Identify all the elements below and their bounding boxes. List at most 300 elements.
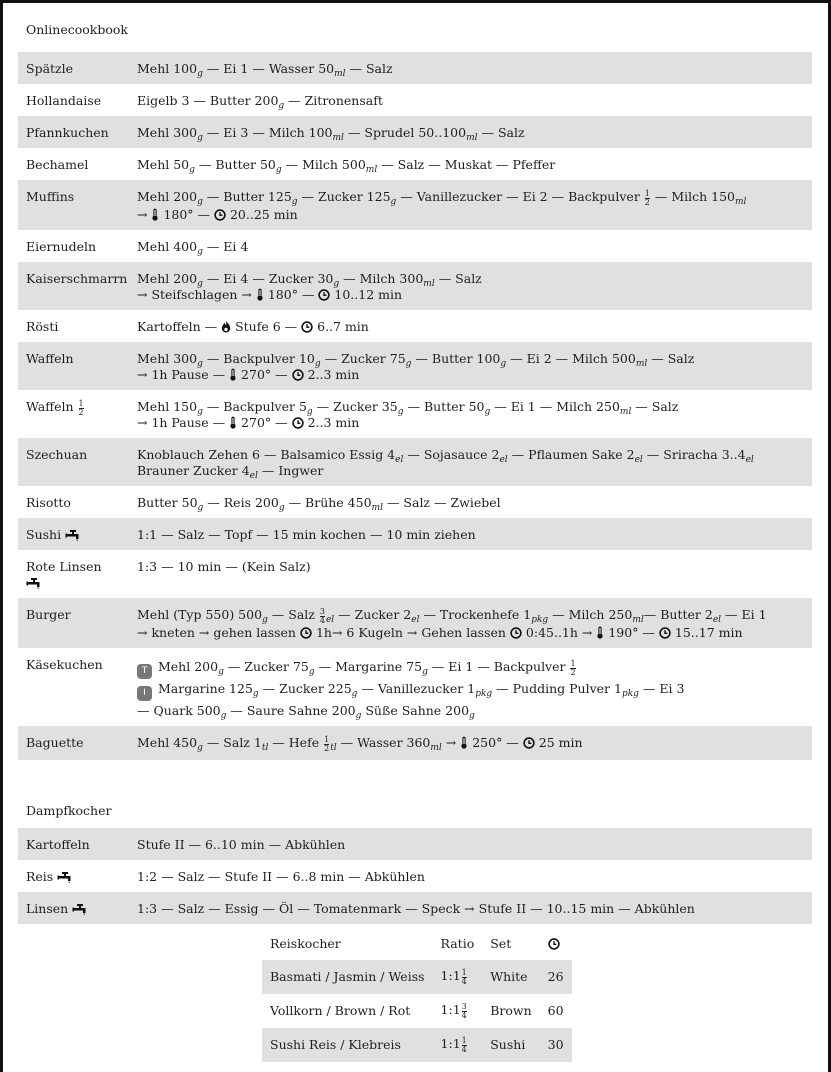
text: Steifschlagen: [151, 287, 238, 302]
fraction-denominator: 4: [461, 1045, 467, 1054]
recipe-name-label: Waffeln: [26, 399, 74, 414]
steps-line: → kneten → gehen lassen 1h→ 6 Kugeln → Gehen lassen 0:45..1h → 190° — 15..17 min: [137, 625, 743, 640]
ingredients-line: Eigelb 3 — Butter $200_g$ — Zitronensaft: [137, 93, 383, 111]
unit: el: [499, 455, 508, 465]
recipe-row: [18, 262, 812, 310]
unit: g: [197, 503, 204, 513]
recipe-name-label: Pfannkuchen: [26, 125, 109, 140]
recipe-name: [18, 828, 129, 860]
ingredient: Pfeffer: [512, 157, 556, 172]
ingredient: Ei 1: [510, 399, 536, 414]
recipe-name: [18, 892, 129, 924]
recipe-row: [18, 230, 812, 262]
unit: g: [275, 165, 282, 175]
section-title-steamer: Dampfkocher: [26, 803, 112, 818]
ingredient: Topf: [224, 527, 253, 542]
ingredient: Mehl 400: [137, 239, 198, 254]
fraction-denominator: 2: [570, 668, 576, 677]
recipe-ingredients: Mehl $450_g$ — Salz $1_{tl}$ — Hefe $\frac{1}{2}$ $_{tl}$ — Wasser $360_{ml} \to 250^\circ$ — 25 min: [129, 726, 812, 760]
fraction-numerator: 1: [461, 1036, 467, 1045]
unit: ml: [466, 133, 478, 143]
unit: el: [411, 615, 420, 625]
text: Salz 1: [223, 735, 262, 750]
ingredient: Salz: [651, 399, 679, 414]
text: Hefe: [288, 735, 320, 750]
ingredient: Butter 50: [215, 157, 276, 172]
recipe-ingredients: [129, 52, 812, 84]
text: 1h Pause: [151, 415, 209, 430]
recipe-ingredients: [129, 438, 812, 486]
ingredient: Salz: [397, 157, 425, 172]
ingredients-line: 1:1 — Salz — Topf — 15 min kochen — 10 min ziehen: [137, 527, 476, 542]
unit: ml: [423, 279, 435, 289]
text: 30: [547, 1037, 564, 1052]
recipe-row: [18, 52, 812, 84]
text: 20..25 min: [229, 207, 298, 222]
steps-line: → 1h Pause — 270° — 2..3 min: [137, 367, 360, 382]
ingredient: Ei 2: [526, 351, 552, 366]
faucet-icon: [72, 903, 88, 915]
ingredient: Backpulver 5: [223, 399, 307, 414]
thermometer-icon: [229, 416, 237, 429]
rice-header-set: Set: [490, 936, 512, 951]
rice-row: [262, 960, 572, 994]
fraction-numerator: 3: [319, 607, 325, 616]
recipe-name: [18, 262, 129, 310]
clock-icon: [292, 417, 304, 429]
fraction: [462, 969, 467, 986]
recipe-name-label: Eiernudeln: [26, 239, 97, 254]
ingredients-line: Mehl $300_g$ — Backpulver $10_g$ — Zucker $75_g$ — Butter $100_g$ — Ei 2 — Milch $500_{ml}$ — Salz: [137, 351, 695, 369]
ingredient: Brauner Zucker 4: [137, 463, 250, 478]
text: Trockenhefe 1: [439, 607, 532, 622]
ingredient: Milch 250: [556, 399, 620, 414]
recipe-name: [18, 438, 129, 486]
ingredient: Zucker 30: [268, 271, 334, 286]
recipe-name-label: Kaiserschmarrn: [26, 271, 128, 286]
unit: el: [634, 455, 643, 465]
ingredients-line: Mehl (Typ 550) $500_g$ — Salz $\frac{3}{4}$ $_{el}$ — Zucker $2_{el}$ — Trockenhefe $1_{pkg}$ — Milch $250_{ml}—$ Butter $2_{el}$ — Ei 1: [137, 607, 767, 625]
ingredients-line: Mehl $50_g$ — Butter $50_g$ — Milch $500_{ml}$ — Salz — Muskat — Pfeffer: [137, 157, 556, 175]
recipe-ingredients: [129, 550, 812, 598]
ingredient: Eigelb 3: [137, 93, 190, 108]
text: 270°: [241, 367, 272, 382]
ingredient: Brühe 450: [305, 495, 372, 510]
clock-icon: [659, 627, 671, 639]
fraction-numerator: 1: [570, 659, 576, 668]
unit: g: [422, 667, 428, 677]
ingredient: Zwiebel: [450, 495, 501, 510]
ingredient: Salz: [497, 125, 525, 140]
unit: tl: [330, 743, 337, 753]
steamer-text: Stufe II — 6..10 min — Abkühlen: [137, 837, 346, 852]
ingredient: Vanillezucker: [416, 189, 503, 204]
text: kneten: [151, 625, 195, 640]
unit: g: [189, 165, 195, 175]
recipe-row: [18, 598, 812, 648]
recipe-row: [18, 518, 812, 550]
unit: g: [197, 743, 203, 753]
ingredients-line: Mehl $150_g$ — Backpulver $5_g$ — Zucker $35_g$ — Butter $50_g$ — Ei 1 — Milch $250_{ml}$ — Salz: [137, 399, 679, 417]
unit: g: [197, 69, 203, 79]
teig-badge: T: [137, 664, 152, 679]
teig-line: T Mehl $200_g$ — Zucker $75_g$ — Margarine $75_g$ — Ei 1 — Backpulver $\frac{1}{2}$: [137, 659, 804, 679]
ingredient: Mehl 300: [137, 351, 198, 366]
unit: g: [351, 689, 358, 699]
ingredient: Pudding Pulver 1: [512, 681, 622, 696]
ingredients-line: Mehl $400_g$ — Ei 4: [137, 239, 249, 257]
text: 1h Pause: [151, 367, 209, 382]
recipe-name-label: Baguette: [26, 735, 84, 750]
ingredient: Salz: [365, 61, 393, 76]
recipe-ingredients: [129, 486, 812, 518]
ingredient: Butter 125: [223, 189, 292, 204]
ingredient: Zucker 75: [244, 659, 309, 674]
unit: g: [397, 407, 404, 417]
thermometer-icon: [460, 736, 468, 749]
unit: tl: [261, 743, 269, 753]
ingredient: Backpulver: [568, 189, 640, 204]
ingredient: Butter 50: [423, 399, 485, 414]
unit: g: [333, 279, 340, 289]
recipe-ingredients: [129, 892, 812, 924]
thermometer-icon: [151, 208, 159, 221]
unit: el: [249, 471, 258, 481]
clock-icon: [214, 209, 226, 221]
unit: ml: [635, 359, 648, 369]
text: Vollkorn / Brown / Rot: [270, 1003, 411, 1018]
unit: g: [469, 711, 475, 721]
rice-time: [540, 1028, 572, 1062]
text: 180°: [267, 287, 298, 302]
fraction-numerator: 1: [461, 968, 467, 977]
text: Zucker 2: [354, 607, 412, 622]
unit: g: [500, 359, 507, 369]
rice-set: [482, 994, 539, 1028]
fraction-denominator: 2: [644, 198, 650, 207]
ingredient: Wasser 50: [268, 61, 335, 76]
ingredient: Mehl 200: [137, 189, 198, 204]
recipe-row: [18, 342, 812, 390]
unit: g: [308, 667, 315, 677]
recipe-ingredients: [129, 84, 812, 116]
text: Süße Sahne 200: [365, 703, 470, 718]
fraction-denominator: 4: [319, 616, 325, 625]
unit: g: [197, 197, 203, 207]
unit: g: [197, 359, 203, 369]
section-spacer: [18, 760, 812, 796]
recipe-name: [18, 148, 129, 180]
ingredient: Milch 500: [572, 351, 636, 366]
recipe-ingredients: [129, 390, 812, 438]
text: 2..3 min: [307, 367, 360, 382]
rice-cooker-table: [262, 928, 572, 1062]
text: Milch 250: [568, 607, 633, 622]
text: Sushi Reis / Klebreis: [270, 1037, 401, 1052]
unit: g: [220, 711, 227, 721]
ingredients-line: Butter $50_g$ — Reis $200_g$ — Brühe $450_{ml}$ — Salz — Zwiebel: [137, 495, 501, 513]
unit: pkg: [475, 689, 493, 699]
recipe-name: [18, 860, 129, 892]
ingredient: Mehl 300: [137, 125, 198, 140]
fraction: [320, 608, 325, 625]
recipe-name-label: Sushi: [26, 527, 62, 542]
recipe-row: [18, 550, 812, 598]
ingredient: Sriracha 3..4: [663, 447, 746, 462]
steamer-row: [18, 892, 812, 924]
recipe-name-label: Rösti: [26, 319, 59, 334]
fraction-denominator: 4: [461, 977, 467, 986]
unit: g: [218, 667, 224, 677]
recipe-name: [18, 598, 129, 648]
rice-time: [540, 960, 572, 994]
rice-name: [262, 994, 433, 1028]
recipe-name-label: Spätzle: [26, 61, 74, 76]
recipe-name: [18, 390, 129, 438]
faucet-icon: [57, 871, 73, 883]
steamer-name: Linsen: [26, 901, 69, 916]
ingredient: 10 min: [177, 559, 222, 574]
text: Basmati / Jasmin / Weiss: [270, 969, 425, 984]
unit: ml: [371, 503, 383, 513]
recipe-ingredients: [129, 828, 812, 860]
steps-line: → 1h Pause — 270° — 2..3 min: [137, 415, 360, 430]
recipe-row: [18, 726, 812, 760]
ingredient: Milch 150: [671, 189, 736, 204]
fuellung-badge: I: [137, 686, 152, 701]
ingredient: Ei 1: [448, 659, 474, 674]
ingredient: Milch 300: [359, 271, 424, 286]
steamer-row: [18, 828, 812, 860]
rice-name: [262, 960, 433, 994]
rice-header-row: [262, 928, 572, 960]
clock-icon: [292, 369, 304, 381]
recipe-ingredients: [129, 180, 812, 230]
recipe-row: [18, 486, 812, 518]
text: Brown: [490, 1003, 532, 1018]
ingredient: Milch 500: [302, 157, 366, 172]
recipe-row: [18, 390, 812, 438]
ingredients-line: Mehl $100_g$ — Ei 1 — Wasser $50_{ml}$ — Salz: [137, 61, 393, 79]
recipe-ingredients: [129, 598, 812, 648]
text: 0:45..1h: [525, 625, 578, 640]
recipe-name-label: Burger: [26, 607, 71, 622]
unit: g: [278, 101, 285, 111]
text: 270°: [241, 415, 272, 430]
ingredient: 1:1: [137, 527, 158, 542]
unit: g: [390, 197, 397, 207]
recipe-name: [18, 648, 129, 726]
ingredient: Backpulver: [493, 659, 566, 674]
fraction-numerator: 1: [324, 735, 330, 744]
ingredient: Milch 100: [268, 125, 333, 140]
rice-ratio: [433, 994, 483, 1028]
ingredient: Pflaumen Sake 2: [528, 447, 635, 462]
thermometer-icon: [596, 626, 604, 639]
ingredient: Margarine 125: [157, 681, 253, 696]
unit: ml: [619, 407, 632, 417]
rice-cooker-section: [262, 928, 572, 1062]
ingredient: Salz: [177, 527, 205, 542]
rice-time: [540, 994, 572, 1028]
text: Ei 1: [741, 607, 767, 622]
ingredient: Sprudel 50..100: [364, 125, 467, 140]
clock-icon: [318, 289, 330, 301]
text: Wasser 360: [357, 735, 431, 750]
rice-set: [482, 1028, 539, 1062]
recipe-ingredients: [129, 518, 812, 550]
fraction-denominator: 2: [324, 744, 330, 753]
ingredient: Ei 4: [223, 239, 249, 254]
recipe-name: [18, 486, 129, 518]
text: 25 min: [538, 735, 583, 750]
ingredients-line: Mehl $200_g$ — Ei 4 — Zucker $30_g$ — Milch $300_{ml}$ — Salz: [137, 271, 482, 289]
text: Quark 500: [153, 703, 221, 718]
fraction-numerator: 1: [78, 399, 84, 408]
unit: g: [306, 407, 313, 417]
text: 26: [547, 969, 564, 984]
recipe-row: [18, 180, 812, 230]
steps-line: → 180° — 20..25 min: [137, 207, 298, 222]
unit: ml: [735, 197, 747, 207]
recipe-name-label: Käsekuchen: [26, 657, 103, 672]
unit: ml: [365, 165, 378, 175]
recipe-name: [18, 116, 129, 148]
text: 6 Kugeln: [346, 625, 403, 640]
recipe-name: [18, 342, 129, 390]
text: 6..7 min: [317, 319, 369, 334]
text: 180°: [163, 207, 194, 222]
ingredient: Mehl 150: [137, 399, 198, 414]
fraction-numerator: 3: [461, 1002, 467, 1011]
recipe-ingredients: [129, 116, 812, 148]
ingredient: Zucker 75: [341, 351, 406, 366]
text: Gehen lassen: [421, 625, 506, 640]
steamer-name: Reis: [26, 869, 54, 884]
fuellung-line: I Margarine $125_g$ — Zucker $225_g$ — Vanillezucker $1_{pkg}$ — Pudding Pulver $1_{pkg}$ — Ei 3: [137, 681, 804, 701]
fraction: [645, 190, 650, 207]
ingredient: Salz: [455, 271, 482, 286]
steps-line: → Steifschlagen → 180° — 10..12 min: [137, 287, 403, 302]
unit: g: [278, 503, 285, 513]
ingredients-line: Brauner Zucker $4_{el}$ — Ingwer: [137, 463, 324, 481]
unit: g: [197, 247, 203, 257]
clock-icon: [301, 321, 313, 333]
fraction-denominator: 2: [78, 408, 84, 417]
text: Butter 2: [660, 607, 713, 622]
ingredient: Zucker 35: [333, 399, 398, 414]
recipe-name: [18, 52, 129, 84]
ingredient: Zucker 225: [279, 681, 352, 696]
clock-icon: [548, 938, 560, 950]
fraction: [462, 1037, 467, 1054]
unit: el: [745, 455, 754, 465]
recipe-ingredients: [129, 342, 812, 390]
text: Mehl (Typ 550) 500: [137, 607, 263, 622]
fraction-numerator: 1: [644, 189, 650, 198]
rice-name: [262, 1028, 433, 1062]
ingredient: Mehl 100: [137, 61, 198, 76]
fuellung-line-2: — Quark $500_g$ — Saure Sahne $200_g$ Süße Sahne $200_g$: [137, 703, 475, 721]
recipe-ingredients: [129, 148, 812, 180]
unit: g: [197, 279, 203, 289]
ingredient: Ei 3: [223, 125, 249, 140]
faucet-icon: [65, 529, 81, 541]
recipe-row: [18, 84, 812, 116]
recipe-ingredients: [129, 262, 812, 310]
ingredient: Balsamico Essig 4: [280, 447, 396, 462]
recipe-name: [18, 550, 129, 598]
ingredient: Reis 200: [223, 495, 279, 510]
ingredient: Butter 100: [431, 351, 501, 366]
steamer-table: [18, 828, 812, 924]
ingredient: Mehl 200: [157, 659, 219, 674]
ingredient: Knoblauch Zehen 6: [137, 447, 260, 462]
unit: ml: [334, 69, 346, 79]
fraction: [324, 736, 329, 753]
ingredient: Ingwer: [278, 463, 324, 478]
recipe-ingredients: [129, 648, 812, 726]
fraction: [462, 1003, 467, 1020]
recipe-row: [18, 116, 812, 148]
ingredients-line: Mehl $300_g$ — Ei 3 — Milch $100_{ml}$ — Sprudel $50..100_{ml}$ — Salz: [137, 125, 525, 143]
text: White: [490, 969, 528, 984]
ingredient: Ei 1: [223, 61, 249, 76]
ingredient: Salz: [403, 495, 431, 510]
unit: g: [262, 615, 268, 625]
steamer-row: [18, 860, 812, 892]
fraction-denominator: 4: [461, 1011, 467, 1020]
unit: ml: [430, 743, 442, 753]
recipe-row: [18, 310, 812, 342]
text: 10..12 min: [334, 287, 403, 302]
recipe-ingredients: [129, 230, 812, 262]
unit: el: [712, 615, 722, 625]
rice-ratio: [433, 960, 483, 994]
unit: g: [197, 133, 203, 143]
ingredient: Kartoffeln: [137, 319, 201, 334]
text: Mehl 450: [137, 735, 198, 750]
ingredient: Salz: [667, 351, 695, 366]
recipe-name: [18, 310, 129, 342]
rice-row: [262, 994, 572, 1028]
ingredient: Margarine 75: [335, 659, 423, 674]
recipe-name: [18, 84, 129, 116]
ingredient: 15 min kochen: [272, 527, 366, 542]
unit: g: [484, 407, 491, 417]
text: 1:1: [440, 1036, 461, 1051]
text: 60: [547, 1003, 564, 1018]
unit: g: [355, 711, 362, 721]
recipe-name: [18, 726, 129, 760]
text: 1:1: [440, 1002, 461, 1017]
recipe-ingredients: [129, 860, 812, 892]
clock-icon: [523, 737, 535, 749]
text: 15..17 min: [674, 625, 743, 640]
clock-icon: [300, 627, 312, 639]
unit: g: [405, 359, 412, 369]
recipe-name: [18, 180, 129, 230]
text: 1h: [315, 625, 332, 640]
ingredient: Zucker 125: [318, 189, 391, 204]
ingredient: Sojasauce 2: [423, 447, 500, 462]
ingredient: Muskat: [444, 157, 493, 172]
fraction: [570, 660, 575, 677]
steamer-name: Kartoffeln: [26, 837, 90, 852]
rice-ratio: [433, 1028, 483, 1062]
unit: g: [291, 197, 298, 207]
text: 1:1: [440, 968, 461, 983]
